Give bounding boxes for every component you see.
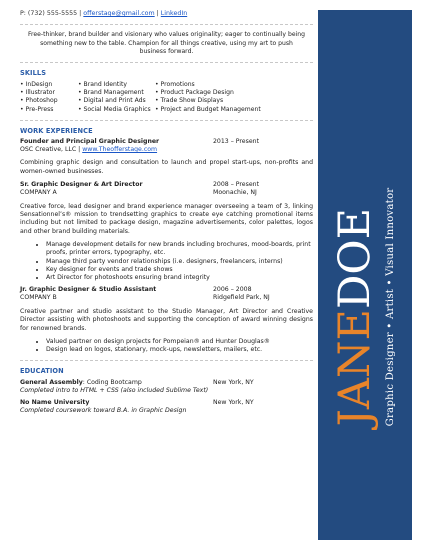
job-dates: 2006 – 2008 <box>213 286 252 294</box>
skill-item: • Photoshop <box>20 97 78 105</box>
email-link[interactable]: offerstage@gmail.com <box>83 10 155 17</box>
program-name: : Coding Bootcamp <box>82 378 142 386</box>
skill-item: • InDesign <box>20 81 78 89</box>
skill-item: • Illustrator <box>20 89 78 97</box>
skill-item: • Brand Identity <box>78 81 155 89</box>
full-name <box>330 207 380 427</box>
skill-item: • Pre-Press <box>20 106 78 114</box>
education-entry <box>20 379 313 395</box>
job-company: COMPANY B <box>20 294 57 302</box>
education-entry <box>20 399 313 415</box>
first-name: JANE <box>330 309 380 427</box>
job-location: Moonachie, NJ <box>213 189 257 197</box>
job-company: COMPANY A <box>20 189 57 197</box>
list-item: • Manage development details for new brands including brochures, mood-boards, print proofs, printer errors, typography, etc. <box>46 241 313 257</box>
job-entry <box>20 181 313 282</box>
education-detail: Completed intro to HTML + CSS (also included Sublime Text) <box>20 386 209 394</box>
divider <box>20 62 313 63</box>
job-description: Combining graphic design and consultation to launch and propel start-ups, non-profits and women-owned businesses. <box>20 159 313 175</box>
skills-list <box>20 81 313 114</box>
phone-text: P: (732) 555-5555 <box>20 10 78 17</box>
job-title: Sr. Graphic Designer & Art Director <box>20 181 143 189</box>
job-bullets <box>20 338 313 354</box>
divider <box>20 24 313 25</box>
skill-item: • Trade Show Displays <box>155 97 295 105</box>
skill-item: • Digital and Print Ads <box>78 97 155 105</box>
main-column <box>20 10 313 415</box>
list-item: • Valued partner on design projects for Pompeian® and Hunter Douglas® <box>46 338 313 346</box>
education-detail: Completed coursework toward B.A. in Graphic Design <box>20 407 187 415</box>
linkedin-link[interactable]: LinkedIn <box>160 10 188 17</box>
contact-line: P: (732) 555-5555 | offerstage@gmail.com | LinkedIn <box>20 10 188 17</box>
job-company: OSC Creative, LLC | <box>20 146 83 154</box>
list-item: • Key designer for events and trade shows <box>46 266 313 274</box>
job-title: Jr. Graphic Designer & Studio Assistant <box>20 286 157 294</box>
job-location: Ridgefield Park, NJ <box>213 294 270 302</box>
skill-item: • Promotions <box>155 81 295 89</box>
company-website-link[interactable]: www.Theofferstage.com <box>82 146 158 154</box>
job-title: Founder and Principal Graphic Designer <box>20 138 160 146</box>
school-location: New York, NY <box>213 378 254 386</box>
divider <box>20 360 313 361</box>
education-heading: EDUCATION <box>20 367 64 376</box>
list-item: • Art Director for photoshoots ensuring brand integrity <box>46 274 313 282</box>
job-entry <box>20 286 313 354</box>
divider <box>20 120 313 121</box>
summary-text: Free-thinker, brand builder and visionary who values originality; eager to continually being something new to the table. Champion for all things creative, using my art to push business forward. <box>27 31 306 56</box>
skill-item: • Product Package Design <box>155 89 295 97</box>
school-location: New York, NY <box>213 398 254 406</box>
list-item: • Design lead on logos, stationary, mock-ups, newsletters, mailers, etc. <box>46 346 313 354</box>
job-description: Creative partner and studio assistant to the Studio Manager, Art Director and Creative Director assisting with photoshoots and supporting the conception of award winning designs for renowned brands. <box>20 307 313 332</box>
job-description: Creative force, lead designer and brand experience manager overseeing a team of 3, linking Sensationnel’s® mission to trendsetting graphics to create eye catching promotional items including but not limited to package design, magazine advertisements, color palettes, logos and other brand building materials. <box>20 202 313 235</box>
school-name: No Name University <box>20 398 90 406</box>
job-entry <box>20 138 313 176</box>
tagline: Graphic Designer • Artist • Visual Innovator <box>385 187 396 427</box>
skill-item: • Project and Budget Management <box>155 106 295 114</box>
job-bullets <box>20 241 313 282</box>
experience-heading: WORK EXPERIENCE <box>20 126 93 135</box>
skill-item: • Brand Management <box>78 89 155 97</box>
job-dates: 2013 – Present <box>213 138 259 146</box>
school-name: General Assembly <box>20 378 83 386</box>
job-dates: 2008 – Present <box>213 181 259 189</box>
list-item: • Manage third party vendor relationships (i.e. designers, freelancers, interns) <box>46 258 313 266</box>
sidebar-name-block <box>330 187 396 427</box>
last-name: DOE <box>330 207 380 310</box>
skills-heading: SKILLS <box>20 69 47 78</box>
skill-item: • Social Media Graphics <box>78 106 155 114</box>
